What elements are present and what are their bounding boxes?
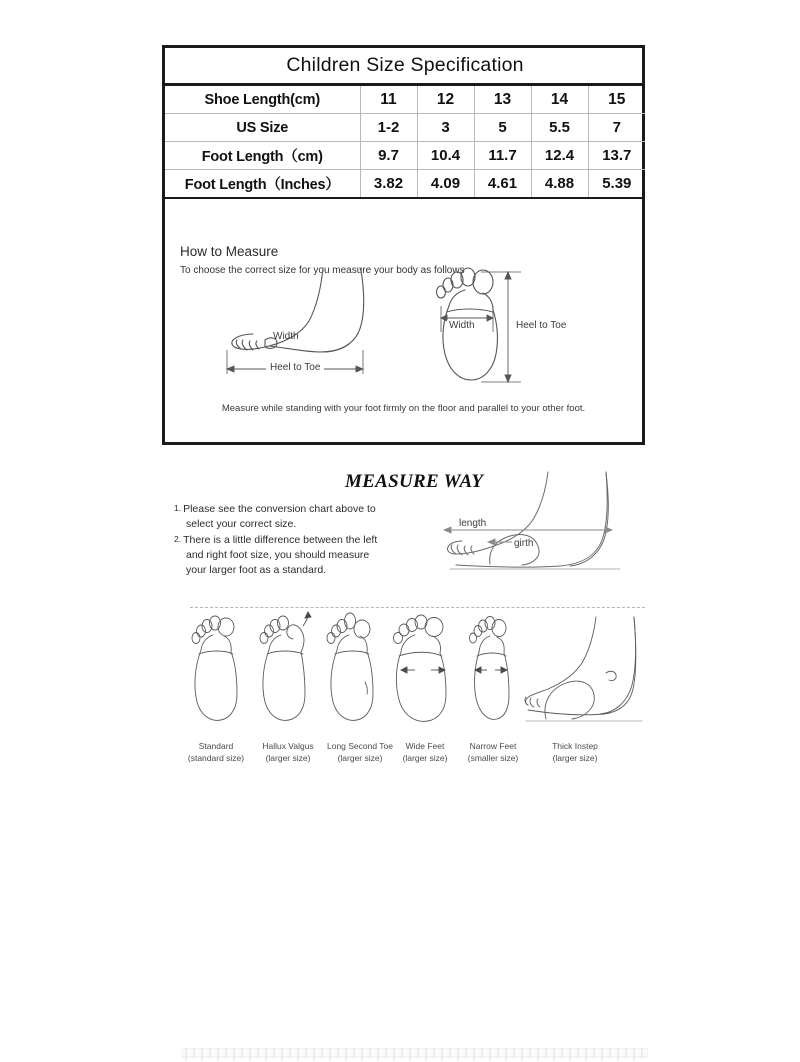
cell-foot-length-inches-4: 5.39 xyxy=(588,170,645,199)
foot-type-name-wide-feet: Wide Feet xyxy=(405,741,445,751)
cell-foot-length-cm-3: 12.4 xyxy=(531,142,588,170)
foot-type-label-narrow-feet xyxy=(451,740,535,764)
table-row-us-size xyxy=(165,114,645,142)
instruction-2-line-3: your larger foot as a standard. xyxy=(186,564,327,576)
instruction-1-line-2: select your correct size. xyxy=(186,518,297,530)
cell-foot-length-inches-1: 4.09 xyxy=(417,170,474,199)
standard-foot-icon xyxy=(185,610,247,725)
instruction-1-line-1 xyxy=(174,503,376,515)
instruction-1-text-1: Please see the conversion chart above to xyxy=(183,503,376,515)
table-title-row xyxy=(165,48,645,85)
row-label-us-size: US Size xyxy=(165,114,360,142)
foot-type-name-hallux-valgus: Hallux Valgus xyxy=(262,741,314,751)
cell-foot-length-cm-1: 10.4 xyxy=(417,142,474,170)
side-foot-length-label: Heel to Toe xyxy=(266,362,324,373)
instruction-2-line-1 xyxy=(174,534,377,546)
how-to-measure-note: Measure while standing with your foot firmly on the floor and parallel to your other foot. xyxy=(221,403,586,414)
toe-alignment-dashed-line xyxy=(190,607,645,608)
how-to-measure-section xyxy=(165,208,642,442)
foot-type-name-narrow-feet: Narrow Feet xyxy=(469,741,517,751)
foot-type-size-hallux-valgus: (larger size) xyxy=(265,753,311,763)
cell-us-size-2: 5 xyxy=(474,114,531,142)
row-label-shoe-length: Shoe Length(cm) xyxy=(165,85,360,114)
thick-instep-foot-icon xyxy=(520,615,650,727)
table-title: Children Size Specification xyxy=(165,48,645,85)
cell-foot-length-cm-4: 13.7 xyxy=(588,142,645,170)
foot-type-name-long-second-toe: Long Second Toe xyxy=(326,741,393,751)
foot-type-size-wide-feet: (larger size) xyxy=(402,753,448,763)
side-foot-diagram xyxy=(213,266,403,386)
cell-shoe-length-2: 13 xyxy=(474,85,531,114)
cell-foot-length-inches-0: 3.82 xyxy=(360,170,417,199)
sole-foot-length-label: Heel to Toe xyxy=(516,320,567,331)
foot-type-size-long-second-toe: (larger size) xyxy=(337,753,383,763)
row-label-foot-length-cm: Foot Length（cm) xyxy=(165,142,360,170)
cell-foot-length-inches-3: 4.88 xyxy=(531,170,588,199)
sole-foot-width-label: Width xyxy=(449,320,475,331)
foot-type-narrow-feet-diagram xyxy=(461,610,519,730)
table-row-foot-length-inches xyxy=(165,170,645,199)
cell-us-size-3: 5.5 xyxy=(531,114,588,142)
table-bottom-divider xyxy=(165,198,645,199)
instruction-2-number: 2. xyxy=(174,534,182,544)
narrow-feet-foot-icon xyxy=(461,610,519,725)
size-specification-table xyxy=(165,48,645,199)
foot-type-size-standard: (standard size) xyxy=(187,753,245,763)
foot-type-long-second-toe-diagram xyxy=(321,610,383,730)
how-to-measure-heading: How to Measure xyxy=(180,244,279,259)
foot-type-label-standard xyxy=(178,740,254,764)
cell-foot-length-inches-2: 4.61 xyxy=(474,170,531,199)
foot-type-label-thick-instep xyxy=(535,740,615,764)
hallux-valgus-foot-icon xyxy=(253,610,315,725)
ruler-icon xyxy=(182,1048,648,1062)
cell-shoe-length-4: 15 xyxy=(588,85,645,114)
row-label-foot-length-inches: Foot Length（Inches） xyxy=(165,170,360,199)
cell-foot-length-cm-2: 11.7 xyxy=(474,142,531,170)
foot-type-standard-diagram xyxy=(185,610,247,730)
cell-shoe-length-3: 14 xyxy=(531,85,588,114)
foot-type-size-thick-instep: (larger size) xyxy=(552,753,598,763)
wide-feet-foot-icon xyxy=(389,610,457,725)
length-label: length xyxy=(456,518,489,529)
foot-type-name-thick-instep: Thick Instep xyxy=(552,741,598,751)
cell-shoe-length-0: 11 xyxy=(360,85,417,114)
foot-type-name-standard: Standard xyxy=(198,741,234,751)
foot-type-wide-feet-diagram xyxy=(389,610,457,730)
foot-type-hallux-valgus-diagram xyxy=(253,610,315,730)
instruction-1-number: 1. xyxy=(174,503,182,513)
cell-us-size-1: 3 xyxy=(417,114,474,142)
foot-type-size-narrow-feet: (smaller size) xyxy=(467,753,519,763)
table-row-shoe-length xyxy=(165,85,645,114)
side-foot-width-label: Width xyxy=(273,331,299,342)
table-row-foot-length-cm xyxy=(165,142,645,170)
cell-shoe-length-1: 12 xyxy=(417,85,474,114)
girth-label: girth xyxy=(514,538,534,549)
cell-us-size-0: 1-2 xyxy=(360,114,417,142)
foot-type-thick-instep-diagram xyxy=(520,615,650,732)
measure-way-title: MEASURE WAY xyxy=(345,471,484,492)
cell-us-size-4: 7 xyxy=(588,114,645,142)
length-girth-diagram xyxy=(430,470,645,585)
measure-way-panel xyxy=(0,460,800,800)
instruction-2-line-2: and right foot size, you should measure xyxy=(186,549,370,561)
long-second-toe-foot-icon xyxy=(321,610,383,725)
size-spec-panel xyxy=(162,45,645,445)
cell-foot-length-cm-0: 9.7 xyxy=(360,142,417,170)
instruction-2-text-1: There is a little difference between the left xyxy=(183,534,378,546)
top-foot-diagram xyxy=(421,258,606,388)
how-to-measure-subheading: To choose the correct size for you measure your body as follows xyxy=(180,265,465,276)
